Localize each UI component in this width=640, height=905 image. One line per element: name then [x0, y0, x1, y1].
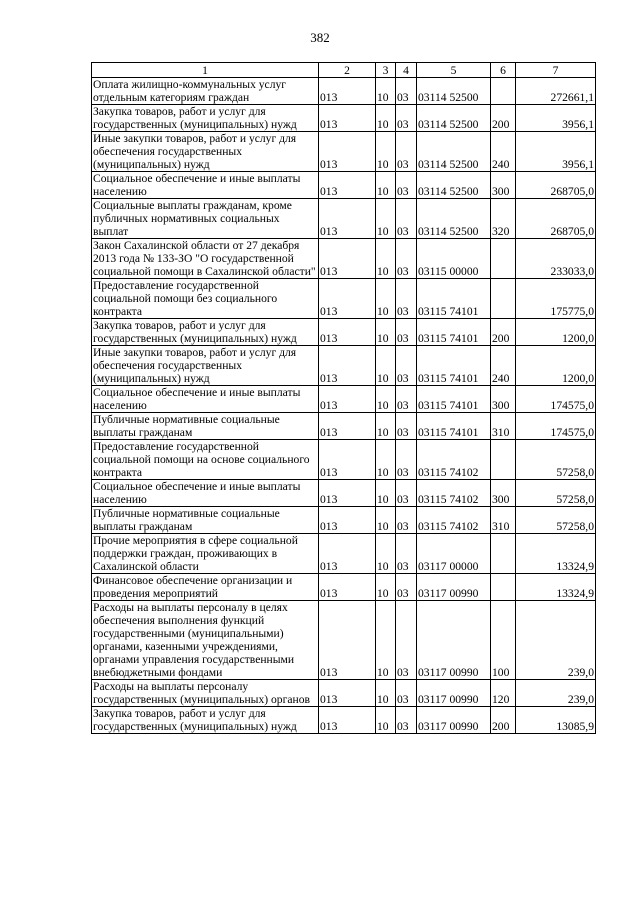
section-code-cell: 10	[376, 78, 396, 105]
section-code-cell: 10	[376, 480, 396, 507]
column-header: 1	[92, 63, 319, 78]
expense-name-cell: Закон Сахалинской области от 27 декабря 2013 года № 133-ЗО "О государственной социальной помощи в Сахалинской области"	[92, 239, 319, 279]
grbs-code-cell: 013	[319, 507, 376, 534]
column-header: 5	[417, 63, 491, 78]
expense-type-code-cell	[491, 78, 516, 105]
column-header: 2	[319, 63, 376, 78]
expense-type-code-cell: 320	[491, 199, 516, 239]
target-article-code-cell: 03114 52500	[417, 132, 491, 172]
table-row	[92, 172, 596, 199]
subsection-code-cell: 03	[396, 199, 417, 239]
grbs-code-cell: 013	[319, 346, 376, 386]
amount-cell: 239,0	[516, 601, 596, 680]
table-row	[92, 279, 596, 319]
expense-name-cell: Закупка товаров, работ и услуг для государственных (муниципальных) нужд	[92, 319, 319, 346]
table-row	[92, 239, 596, 279]
subsection-code-cell: 03	[396, 319, 417, 346]
table-row	[92, 440, 596, 480]
grbs-code-cell: 013	[319, 172, 376, 199]
amount-cell: 57258,0	[516, 480, 596, 507]
target-article-code-cell: 03114 52500	[417, 172, 491, 199]
amount-cell: 3956,1	[516, 132, 596, 172]
section-code-cell: 10	[376, 346, 396, 386]
subsection-code-cell: 03	[396, 346, 417, 386]
expense-name-cell: Социальное обеспечение и иные выплаты населению	[92, 480, 319, 507]
section-code-cell: 10	[376, 680, 396, 707]
section-code-cell: 10	[376, 132, 396, 172]
subsection-code-cell: 03	[396, 413, 417, 440]
amount-cell: 268705,0	[516, 172, 596, 199]
grbs-code-cell: 013	[319, 440, 376, 480]
section-code-cell: 10	[376, 279, 396, 319]
subsection-code-cell: 03	[396, 172, 417, 199]
expense-name-cell: Закупка товаров, работ и услуг для государственных (муниципальных) нужд	[92, 105, 319, 132]
expense-type-code-cell: 300	[491, 172, 516, 199]
table-row	[92, 386, 596, 413]
amount-cell: 175775,0	[516, 279, 596, 319]
table-row	[92, 534, 596, 574]
table-row	[92, 199, 596, 239]
amount-cell: 1200,0	[516, 346, 596, 386]
grbs-code-cell: 013	[319, 707, 376, 734]
amount-cell: 13324,9	[516, 574, 596, 601]
table-row	[92, 78, 596, 105]
expense-type-code-cell	[491, 239, 516, 279]
subsection-code-cell: 03	[396, 279, 417, 319]
target-article-code-cell: 03115 74101	[417, 319, 491, 346]
expense-type-code-cell: 200	[491, 319, 516, 346]
grbs-code-cell: 013	[319, 480, 376, 507]
amount-cell: 239,0	[516, 680, 596, 707]
section-code-cell: 10	[376, 239, 396, 279]
table-row	[92, 601, 596, 680]
table-row	[92, 346, 596, 386]
grbs-code-cell: 013	[319, 319, 376, 346]
section-code-cell: 10	[376, 105, 396, 132]
table-row	[92, 132, 596, 172]
amount-cell: 174575,0	[516, 386, 596, 413]
table-row	[92, 413, 596, 440]
table-row	[92, 105, 596, 132]
column-header: 3	[376, 63, 396, 78]
subsection-code-cell: 03	[396, 440, 417, 480]
table-row	[92, 507, 596, 534]
target-article-code-cell: 03115 74102	[417, 507, 491, 534]
expense-type-code-cell: 120	[491, 680, 516, 707]
table-row	[92, 319, 596, 346]
grbs-code-cell: 013	[319, 78, 376, 105]
expense-name-cell: Предоставление государственной социальной помощи на основе социального контракта	[92, 440, 319, 480]
expense-name-cell: Иные закупки товаров, работ и услуг для обеспечения государственных (муниципальных) нужд	[92, 346, 319, 386]
expense-type-code-cell	[491, 574, 516, 601]
expense-name-cell: Предоставление государственной социальной помощи без социального контракта	[92, 279, 319, 319]
expense-type-code-cell: 310	[491, 413, 516, 440]
amount-cell: 57258,0	[516, 507, 596, 534]
header-row	[92, 63, 596, 78]
target-article-code-cell: 03115 74102	[417, 440, 491, 480]
amount-cell: 57258,0	[516, 440, 596, 480]
amount-cell: 268705,0	[516, 199, 596, 239]
grbs-code-cell: 013	[319, 413, 376, 440]
expense-name-cell: Финансовое обеспечение организации и проведения мероприятий	[92, 574, 319, 601]
target-article-code-cell: 03117 00990	[417, 707, 491, 734]
expense-name-cell: Расходы на выплаты персоналу в целях обеспечения выполнения функций государственными (муниципальными) органами, казенными учреждениями, органами управления государственными внебюджетными фондами	[92, 601, 319, 680]
subsection-code-cell: 03	[396, 78, 417, 105]
table-row	[92, 480, 596, 507]
section-code-cell: 10	[376, 534, 396, 574]
grbs-code-cell: 013	[319, 534, 376, 574]
target-article-code-cell: 03115 74101	[417, 346, 491, 386]
expense-type-code-cell: 300	[491, 480, 516, 507]
table-row	[92, 574, 596, 601]
section-code-cell: 10	[376, 707, 396, 734]
expense-type-code-cell: 200	[491, 707, 516, 734]
expense-type-code-cell: 240	[491, 132, 516, 172]
budget-table	[91, 62, 596, 734]
subsection-code-cell: 03	[396, 707, 417, 734]
expense-type-code-cell	[491, 279, 516, 319]
target-article-code-cell: 03117 00000	[417, 534, 491, 574]
amount-cell: 174575,0	[516, 413, 596, 440]
target-article-code-cell: 03114 52500	[417, 78, 491, 105]
section-code-cell: 10	[376, 507, 396, 534]
section-code-cell: 10	[376, 386, 396, 413]
section-code-cell: 10	[376, 601, 396, 680]
subsection-code-cell: 03	[396, 534, 417, 574]
expense-name-cell: Закупка товаров, работ и услуг для государственных (муниципальных) нужд	[92, 707, 319, 734]
grbs-code-cell: 013	[319, 279, 376, 319]
expense-type-code-cell: 100	[491, 601, 516, 680]
amount-cell: 3956,1	[516, 105, 596, 132]
section-code-cell: 10	[376, 172, 396, 199]
target-article-code-cell: 03117 00990	[417, 680, 491, 707]
expense-name-cell: Публичные нормативные социальные выплаты гражданам	[92, 507, 319, 534]
subsection-code-cell: 03	[396, 386, 417, 413]
grbs-code-cell: 013	[319, 239, 376, 279]
subsection-code-cell: 03	[396, 507, 417, 534]
expense-type-code-cell	[491, 534, 516, 574]
table-row	[92, 680, 596, 707]
expense-name-cell: Социальное обеспечение и иные выплаты населению	[92, 172, 319, 199]
amount-cell: 13085,9	[516, 707, 596, 734]
expense-name-cell: Иные закупки товаров, работ и услуг для обеспечения государственных (муниципальных) нужд	[92, 132, 319, 172]
grbs-code-cell: 013	[319, 574, 376, 601]
target-article-code-cell: 03114 52500	[417, 199, 491, 239]
target-article-code-cell: 03115 74101	[417, 386, 491, 413]
grbs-code-cell: 013	[319, 132, 376, 172]
target-article-code-cell: 03114 52500	[417, 105, 491, 132]
subsection-code-cell: 03	[396, 132, 417, 172]
grbs-code-cell: 013	[319, 199, 376, 239]
expense-type-code-cell: 310	[491, 507, 516, 534]
page-number: 382	[310, 30, 330, 45]
column-header: 7	[516, 63, 596, 78]
target-article-code-cell: 03115 74101	[417, 279, 491, 319]
target-article-code-cell: 03117 00990	[417, 574, 491, 601]
amount-cell: 13324,9	[516, 534, 596, 574]
expense-type-code-cell: 300	[491, 386, 516, 413]
subsection-code-cell: 03	[396, 601, 417, 680]
section-code-cell: 10	[376, 319, 396, 346]
grbs-code-cell: 013	[319, 105, 376, 132]
target-article-code-cell: 03117 00990	[417, 601, 491, 680]
expense-name-cell: Социальные выплаты гражданам, кроме публичных нормативных социальных выплат	[92, 199, 319, 239]
grbs-code-cell: 013	[319, 386, 376, 413]
amount-cell: 1200,0	[516, 319, 596, 346]
section-code-cell: 10	[376, 440, 396, 480]
table-row	[92, 707, 596, 734]
subsection-code-cell: 03	[396, 574, 417, 601]
amount-cell: 233033,0	[516, 239, 596, 279]
expense-type-code-cell: 240	[491, 346, 516, 386]
expense-name-cell: Прочие мероприятия в сфере социальной поддержки граждан, проживающих в Сахалинской области	[92, 534, 319, 574]
subsection-code-cell: 03	[396, 480, 417, 507]
subsection-code-cell: 03	[396, 105, 417, 132]
column-header: 4	[396, 63, 417, 78]
grbs-code-cell: 013	[319, 680, 376, 707]
column-header: 6	[491, 63, 516, 78]
expense-type-code-cell	[491, 440, 516, 480]
expense-name-cell: Расходы на выплаты персоналу государственных (муниципальных) органов	[92, 680, 319, 707]
grbs-code-cell: 013	[319, 601, 376, 680]
target-article-code-cell: 03115 74102	[417, 480, 491, 507]
subsection-code-cell: 03	[396, 239, 417, 279]
expense-name-cell: Публичные нормативные социальные выплаты гражданам	[92, 413, 319, 440]
expense-name-cell: Социальное обеспечение и иные выплаты населению	[92, 386, 319, 413]
section-code-cell: 10	[376, 574, 396, 601]
section-code-cell: 10	[376, 413, 396, 440]
section-code-cell: 10	[376, 199, 396, 239]
expense-name-cell: Оплата жилищно-коммунальных услуг отдельным категориям граждан	[92, 78, 319, 105]
target-article-code-cell: 03115 74101	[417, 413, 491, 440]
amount-cell: 272661,1	[516, 78, 596, 105]
target-article-code-cell: 03115 00000	[417, 239, 491, 279]
expense-type-code-cell: 200	[491, 105, 516, 132]
subsection-code-cell: 03	[396, 680, 417, 707]
